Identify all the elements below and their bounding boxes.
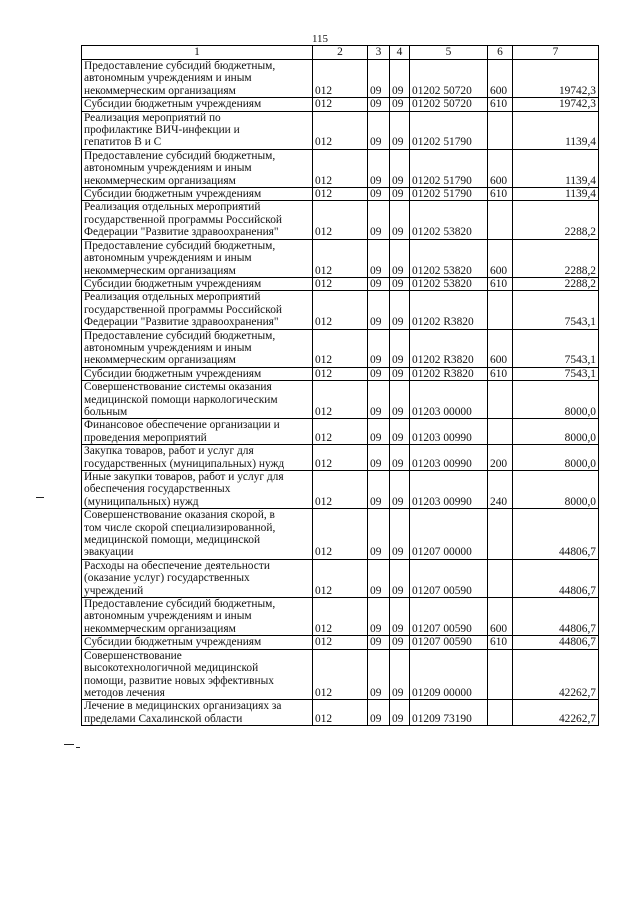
ministry-code-cell: 012: [313, 291, 368, 329]
target-article-cell: 01203 00990: [410, 419, 488, 445]
target-article-cell: 01202 53820: [410, 239, 488, 277]
amount-cell: 44806,7: [513, 636, 599, 649]
ministry-code-cell: 012: [313, 188, 368, 201]
section-code-cell: 09: [368, 636, 390, 649]
target-article-cell: 01202 53820: [410, 277, 488, 290]
ministry-code-cell: 012: [313, 419, 368, 445]
section-code-cell: 09: [368, 471, 390, 509]
amount-cell: 44806,7: [513, 509, 599, 560]
expense-type-cell: 610: [488, 367, 513, 380]
table-row: [82, 98, 599, 111]
table-row: [82, 201, 599, 239]
section-code-cell: 09: [368, 60, 390, 98]
subsection-code-cell: 09: [390, 559, 410, 597]
amount-cell: 2288,2: [513, 239, 599, 277]
scan-mark: [64, 744, 74, 745]
expense-type-cell: 610: [488, 277, 513, 290]
amount-cell: 19742,3: [513, 60, 599, 98]
target-article-cell: 01202 53820: [410, 201, 488, 239]
column-header: 6: [488, 46, 513, 60]
ministry-code-cell: 012: [313, 700, 368, 726]
subsection-code-cell: 09: [390, 509, 410, 560]
subsection-code-cell: 09: [390, 149, 410, 187]
subsection-code-cell: 09: [390, 201, 410, 239]
amount-cell: 1139,4: [513, 149, 599, 187]
target-article-cell: 01202 51790: [410, 149, 488, 187]
target-article-cell: 01207 00000: [410, 509, 488, 560]
table-row: [82, 367, 599, 380]
column-header: 1: [82, 46, 313, 60]
subsection-code-cell: 09: [390, 98, 410, 111]
scan-mark: [76, 747, 80, 748]
amount-cell: 1139,4: [513, 111, 599, 149]
row-name-cell: Реализация отдельных мероприятий государственной программы Российской Федерации "Развитие здравоохранения": [82, 201, 313, 239]
row-name-cell: Предоставление субсидий бюджетным, автономным учреждениям и иным некоммерческим организациям: [82, 329, 313, 367]
expense-type-cell: [488, 649, 513, 700]
table-row: [82, 700, 599, 726]
subsection-code-cell: 09: [390, 445, 410, 471]
amount-cell: 8000,0: [513, 381, 599, 419]
amount-cell: 2288,2: [513, 277, 599, 290]
amount-cell: 42262,7: [513, 700, 599, 726]
target-article-cell: 01202 50720: [410, 98, 488, 111]
ministry-code-cell: 012: [313, 471, 368, 509]
expense-type-cell: [488, 509, 513, 560]
target-article-cell: 01209 00000: [410, 649, 488, 700]
section-code-cell: 09: [368, 419, 390, 445]
amount-cell: 1139,4: [513, 188, 599, 201]
section-code-cell: 09: [368, 509, 390, 560]
table-row: [82, 649, 599, 700]
table-row: [82, 111, 599, 149]
section-code-cell: 09: [368, 239, 390, 277]
subsection-code-cell: 09: [390, 188, 410, 201]
amount-cell: 44806,7: [513, 559, 599, 597]
target-article-cell: 01207 00590: [410, 559, 488, 597]
table-row: [82, 445, 599, 471]
table-row: [82, 277, 599, 290]
ministry-code-cell: 012: [313, 201, 368, 239]
target-article-cell: 01203 00990: [410, 471, 488, 509]
amount-cell: 7543,1: [513, 291, 599, 329]
target-article-cell: 01207 00590: [410, 636, 488, 649]
row-name-cell: Реализация мероприятий по профилактике ВИЧ-инфекции и гепатитов В и С: [82, 111, 313, 149]
ministry-code-cell: 012: [313, 149, 368, 187]
ministry-code-cell: 012: [313, 559, 368, 597]
ministry-code-cell: 012: [313, 329, 368, 367]
ministry-code-cell: 012: [313, 98, 368, 111]
section-code-cell: 09: [368, 149, 390, 187]
row-name-cell: Лечение в медицинских организациях за пределами Сахалинской области: [82, 700, 313, 726]
amount-cell: 7543,1: [513, 329, 599, 367]
row-name-cell: Предоставление субсидий бюджетным, автономным учреждениям и иным некоммерческим организациям: [82, 149, 313, 187]
column-header: 4: [390, 46, 410, 60]
page-number: 115: [311, 33, 329, 45]
row-name-cell: Предоставление субсидий бюджетным, автономным учреждениям и иным некоммерческим организациям: [82, 239, 313, 277]
column-header: 7: [513, 46, 599, 60]
target-article-cell: 01202 R3820: [410, 329, 488, 367]
target-article-cell: 01209 73190: [410, 700, 488, 726]
section-code-cell: 09: [368, 329, 390, 367]
table-row: [82, 381, 599, 419]
expense-type-cell: [488, 419, 513, 445]
row-name-cell: Предоставление субсидий бюджетным, автономным учреждениям и иным некоммерческим организациям: [82, 598, 313, 636]
row-name-cell: Расходы на обеспечение деятельности (оказание услуг) государственных учреждений: [82, 559, 313, 597]
ministry-code-cell: 012: [313, 649, 368, 700]
target-article-cell: 01202 50720: [410, 60, 488, 98]
expense-type-cell: 610: [488, 636, 513, 649]
expense-type-cell: 610: [488, 98, 513, 111]
table-row: [82, 239, 599, 277]
expense-type-cell: 600: [488, 329, 513, 367]
target-article-cell: 01203 00990: [410, 445, 488, 471]
row-name-cell: Субсидии бюджетным учреждениям: [82, 367, 313, 380]
row-name-cell: Совершенствование высокотехнологичной медицинской помощи, развитие новых эффективных методов лечения: [82, 649, 313, 700]
column-header: 2: [313, 46, 368, 60]
ministry-code-cell: 012: [313, 445, 368, 471]
table-row: [82, 598, 599, 636]
row-name-cell: Субсидии бюджетным учреждениям: [82, 277, 313, 290]
table-row: [82, 509, 599, 560]
amount-cell: 44806,7: [513, 598, 599, 636]
row-name-cell: Иные закупки товаров, работ и услуг для обеспечения государственных (муниципальных) нужд: [82, 471, 313, 509]
expense-type-cell: [488, 111, 513, 149]
ministry-code-cell: 012: [313, 277, 368, 290]
subsection-code-cell: 09: [390, 367, 410, 380]
row-name-cell: Совершенствование оказания скорой, в том числе скорой специализированной, медицинской помощи, медицинской эвакуации: [82, 509, 313, 560]
row-name-cell: Субсидии бюджетным учреждениям: [82, 188, 313, 201]
row-name-cell: Финансовое обеспечение организации и проведения мероприятий: [82, 419, 313, 445]
expense-type-cell: [488, 559, 513, 597]
amount-cell: 2288,2: [513, 201, 599, 239]
scan-mark: [36, 497, 44, 498]
target-article-cell: 01202 R3820: [410, 291, 488, 329]
row-name-cell: Реализация отдельных мероприятий государственной программы Российской Федерации "Развитие здравоохранения": [82, 291, 313, 329]
section-code-cell: 09: [368, 649, 390, 700]
column-header: 3: [368, 46, 390, 60]
budget-table: [81, 45, 599, 726]
section-code-cell: 09: [368, 367, 390, 380]
amount-cell: 8000,0: [513, 471, 599, 509]
row-name-cell: Субсидии бюджетным учреждениям: [82, 98, 313, 111]
section-code-cell: 09: [368, 445, 390, 471]
subsection-code-cell: 09: [390, 60, 410, 98]
subsection-code-cell: 09: [390, 649, 410, 700]
column-header: 5: [410, 46, 488, 60]
target-article-cell: 01202 R3820: [410, 367, 488, 380]
expense-type-cell: [488, 381, 513, 419]
subsection-code-cell: 09: [390, 419, 410, 445]
ministry-code-cell: 012: [313, 367, 368, 380]
amount-cell: 8000,0: [513, 419, 599, 445]
row-name-cell: Совершенствование системы оказания медицинской помощи наркологическим больным: [82, 381, 313, 419]
ministry-code-cell: 012: [313, 381, 368, 419]
section-code-cell: 09: [368, 700, 390, 726]
target-article-cell: 01202 51790: [410, 111, 488, 149]
table-row: [82, 291, 599, 329]
ministry-code-cell: 012: [313, 636, 368, 649]
expense-type-cell: 200: [488, 445, 513, 471]
subsection-code-cell: 09: [390, 471, 410, 509]
table-row: [82, 419, 599, 445]
ministry-code-cell: 012: [313, 60, 368, 98]
expense-type-cell: 600: [488, 239, 513, 277]
subsection-code-cell: 09: [390, 111, 410, 149]
section-code-cell: 09: [368, 98, 390, 111]
amount-cell: 19742,3: [513, 98, 599, 111]
subsection-code-cell: 09: [390, 381, 410, 419]
ministry-code-cell: 012: [313, 239, 368, 277]
expense-type-cell: 610: [488, 188, 513, 201]
subsection-code-cell: 09: [390, 329, 410, 367]
section-code-cell: 09: [368, 291, 390, 329]
subsection-code-cell: 09: [390, 598, 410, 636]
row-name-cell: Субсидии бюджетным учреждениям: [82, 636, 313, 649]
section-code-cell: 09: [368, 598, 390, 636]
subsection-code-cell: 09: [390, 277, 410, 290]
target-article-cell: 01202 51790: [410, 188, 488, 201]
subsection-code-cell: 09: [390, 239, 410, 277]
amount-cell: 42262,7: [513, 649, 599, 700]
amount-cell: 8000,0: [513, 445, 599, 471]
table-row: [82, 636, 599, 649]
table-row: [82, 60, 599, 98]
target-article-cell: 01207 00590: [410, 598, 488, 636]
table-row: [82, 471, 599, 509]
section-code-cell: 09: [368, 559, 390, 597]
expense-type-cell: [488, 700, 513, 726]
table-row: [82, 188, 599, 201]
subsection-code-cell: 09: [390, 291, 410, 329]
amount-cell: 7543,1: [513, 367, 599, 380]
section-code-cell: 09: [368, 111, 390, 149]
section-code-cell: 09: [368, 201, 390, 239]
section-code-cell: 09: [368, 381, 390, 419]
table-row: [82, 149, 599, 187]
subsection-code-cell: 09: [390, 636, 410, 649]
expense-type-cell: 600: [488, 60, 513, 98]
expense-type-cell: 600: [488, 598, 513, 636]
target-article-cell: 01203 00000: [410, 381, 488, 419]
subsection-code-cell: 09: [390, 700, 410, 726]
expense-type-cell: 240: [488, 471, 513, 509]
expense-type-cell: [488, 291, 513, 329]
row-name-cell: Закупка товаров, работ и услуг для государственных (муниципальных) нужд: [82, 445, 313, 471]
table-row: [82, 559, 599, 597]
expense-type-cell: [488, 201, 513, 239]
row-name-cell: Предоставление субсидий бюджетным, автономным учреждениям и иным некоммерческим организациям: [82, 60, 313, 98]
ministry-code-cell: 012: [313, 509, 368, 560]
ministry-code-cell: 012: [313, 111, 368, 149]
expense-type-cell: 600: [488, 149, 513, 187]
table-row: [82, 329, 599, 367]
ministry-code-cell: 012: [313, 598, 368, 636]
section-code-cell: 09: [368, 277, 390, 290]
table-header-row: [82, 46, 599, 60]
section-code-cell: 09: [368, 188, 390, 201]
